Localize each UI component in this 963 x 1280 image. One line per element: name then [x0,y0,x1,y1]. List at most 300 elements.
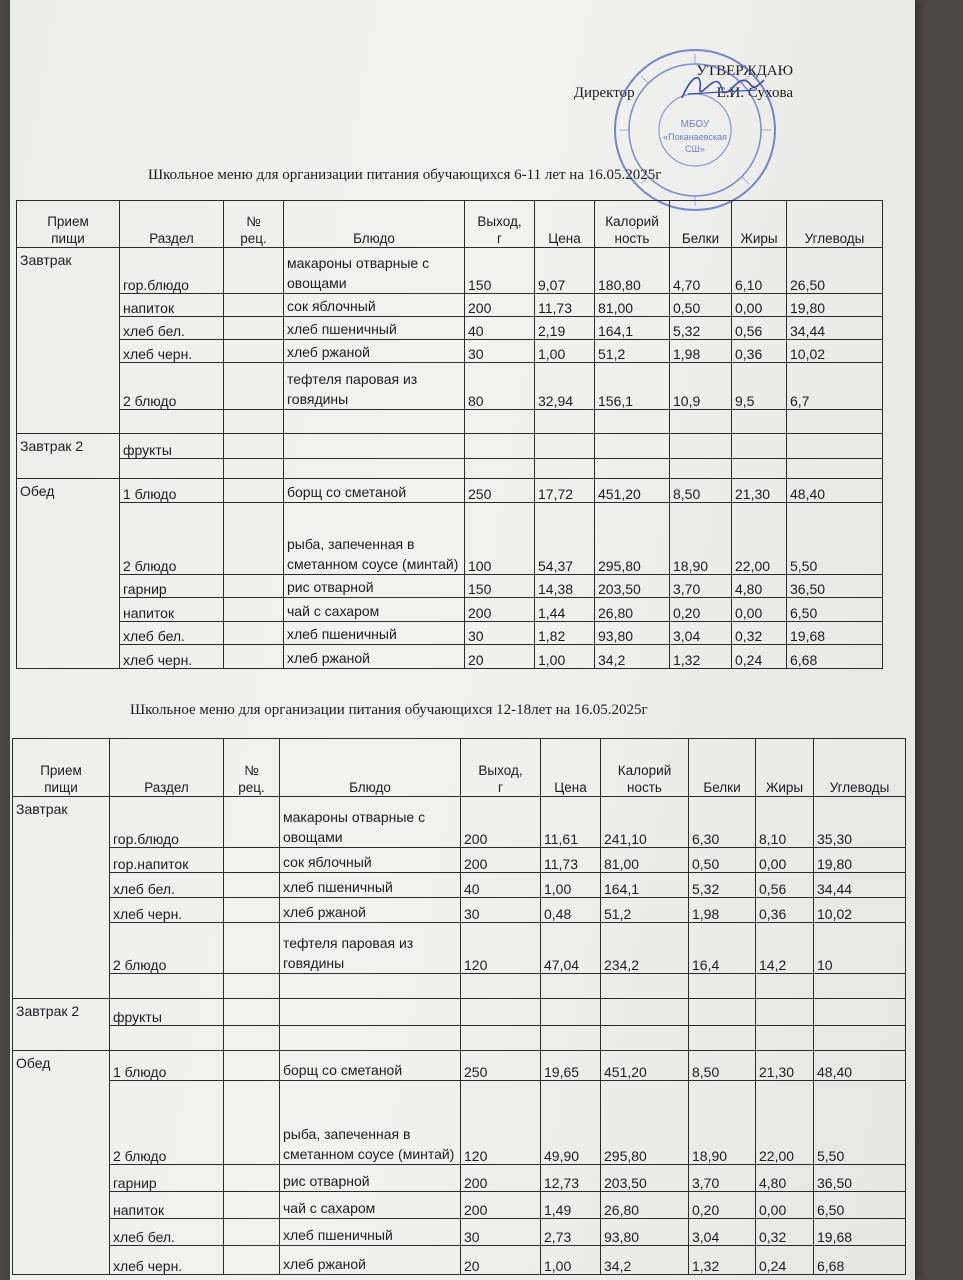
meal-name-cell: Завтрак [13,797,110,999]
protein-cell: 3,04 [689,1219,756,1246]
table-row [13,898,906,923]
section-cell [110,1026,224,1051]
col-header-fat: Жиры [756,739,814,797]
calories-cell: 34,2 [595,645,670,669]
dish-cell: тефтеля паровая из говядины [280,923,461,974]
recipe-cell [224,410,284,434]
section-cell: хлеб черн. [110,898,224,923]
col-header-yield: Выход, г [461,739,541,797]
yield-cell [465,459,535,479]
col-header-carbs: Углеводы [814,739,906,797]
table-row [17,248,883,294]
section-cell: гор.блюдо [110,797,224,848]
fat-cell: 0,56 [756,873,814,898]
price-cell [535,459,595,479]
fat-cell: 0,24 [732,645,787,669]
protein-cell: 3,70 [689,1165,756,1192]
dish-cell [284,410,465,434]
yield-cell: 150 [465,248,535,294]
dish-cell [280,999,461,1026]
section-cell: напиток [120,294,224,317]
yield-cell: 30 [461,1219,541,1246]
director-name: Е.И. Сухова [716,85,793,101]
col-header-dish: Блюдо [280,739,461,797]
yield-cell: 20 [461,1246,541,1275]
table-row [13,1051,906,1081]
carbs-cell: 19,68 [814,1219,906,1246]
fat-cell: 0,56 [732,317,787,340]
fat-cell: 6,10 [732,248,787,294]
fat-cell: 14,2 [756,923,814,974]
recipe-cell [224,434,284,459]
carbs-cell: 6,50 [787,598,883,622]
dish-cell [284,459,465,479]
price-cell: 11,73 [535,294,595,317]
table-row [17,294,883,317]
fat-cell: 0,00 [756,1192,814,1219]
section-cell [120,410,224,434]
fat-cell: 21,30 [732,479,787,503]
recipe-cell [224,598,284,622]
fat-cell: 4,80 [756,1165,814,1192]
calories-cell: 26,80 [595,598,670,622]
section-cell: 2 блюдо [110,1081,224,1165]
table-row [17,575,883,598]
recipe-cell [224,317,284,340]
section-cell: фрукты [120,434,224,459]
table-row [13,848,906,873]
fat-cell: 4,80 [732,575,787,598]
protein-cell: 0,20 [689,1192,756,1219]
svg-text:«Поканаевская: «Поканаевская [663,132,727,142]
yield-cell: 200 [465,294,535,317]
dish-cell: хлеб пшеничный [284,317,465,340]
col-header-carbs: Углеводы [787,201,883,248]
calories-cell [601,999,689,1026]
price-cell: 0,48 [541,898,601,923]
recipe-cell [224,248,284,294]
document-page [10,0,915,1280]
meal-name-cell: Завтрак 2 [17,434,120,479]
carbs-cell: 48,40 [814,1051,906,1081]
recipe-cell [224,974,280,999]
table-row [13,923,906,974]
section-cell: хлеб черн. [120,645,224,669]
carbs-cell [787,410,883,434]
fat-cell [732,434,787,459]
dish-cell: рис отварной [280,1165,461,1192]
table-row [13,974,906,999]
yield-cell: 80 [465,363,535,410]
fat-cell [732,410,787,434]
yield-cell: 200 [461,1165,541,1192]
calories-cell: 81,00 [601,848,689,873]
dish-cell: борщ со сметаной [284,479,465,503]
col-header-section: Раздел [110,739,224,797]
protein-cell: 6,30 [689,797,756,848]
section-cell: 1 блюдо [120,479,224,503]
carbs-cell: 34,44 [787,317,883,340]
carbs-cell: 35,30 [814,797,906,848]
table-row [17,503,883,575]
fat-cell [756,999,814,1026]
calories-cell: 34,2 [601,1246,689,1275]
section-cell: 2 блюдо [120,363,224,410]
calories-cell: 164,1 [601,873,689,898]
price-cell: 32,94 [535,363,595,410]
yield-cell: 30 [465,622,535,645]
section-cell: хлеб бел. [120,622,224,645]
calories-cell: 180,80 [595,248,670,294]
yield-cell: 200 [465,598,535,622]
fat-cell: 0,32 [756,1219,814,1246]
dish-cell: хлеб ржаной [284,340,465,363]
calories-cell: 295,80 [601,1081,689,1165]
price-cell [541,974,601,999]
protein-cell: 0,20 [670,598,732,622]
yield-cell: 40 [461,873,541,898]
yield-cell: 100 [465,503,535,575]
table-header-row [13,739,906,797]
carbs-cell: 36,50 [814,1165,906,1192]
calories-cell: 234,2 [601,923,689,974]
meal-name-cell: Завтрак [17,248,120,434]
price-cell: 47,04 [541,923,601,974]
calories-cell [601,1026,689,1051]
carbs-cell [814,999,906,1026]
calories-cell: 51,2 [601,898,689,923]
recipe-cell [224,575,284,598]
fat-cell: 9,5 [732,363,787,410]
dish-cell: хлеб ржаной [284,645,465,669]
section-cell: напиток [120,598,224,622]
carbs-cell: 6,7 [787,363,883,410]
price-cell: 1,44 [535,598,595,622]
section-cell: 1 блюдо [110,1051,224,1081]
table-row [17,317,883,340]
meal-name-cell: Обед [13,1051,110,1275]
table-row [17,645,883,669]
yield-cell: 40 [465,317,535,340]
price-cell: 11,61 [541,797,601,848]
protein-cell [670,459,732,479]
carbs-cell [787,434,883,459]
yield-cell: 120 [461,1081,541,1165]
yield-cell [465,410,535,434]
dish-cell: хлеб ржаной [280,898,461,923]
col-header-dish: Блюдо [284,201,465,248]
carbs-cell [814,974,906,999]
col-header-recipe: № рец. [224,201,284,248]
table-row [17,459,883,479]
fat-cell: 0,00 [732,294,787,317]
yield-cell: 150 [465,575,535,598]
recipe-cell [224,459,284,479]
col-header-price: Цена [541,739,601,797]
protein-cell: 18,90 [670,503,732,575]
table-row [13,797,906,848]
section-cell: напиток [110,1192,224,1219]
calories-cell [601,974,689,999]
section-cell: хлеб черн. [110,1246,224,1275]
section-cell: 2 блюдо [120,503,224,575]
table-row [17,479,883,503]
carbs-cell [814,1026,906,1051]
carbs-cell: 10,02 [787,340,883,363]
yield-cell [465,434,535,459]
calories-cell: 93,80 [601,1219,689,1246]
dish-cell: макароны отварные с овощами [280,797,461,848]
table-row [13,1165,906,1192]
protein-cell [689,1026,756,1051]
col-header-section: Раздел [120,201,224,248]
dish-cell: сок яблочный [284,294,465,317]
table-row [13,1081,906,1165]
yield-cell: 250 [465,479,535,503]
col-header-calories: Калорий ность [595,201,670,248]
dish-cell [280,974,461,999]
recipe-cell [224,1051,280,1081]
yield-cell: 30 [465,340,535,363]
dish-cell: макароны отварные с овощами [284,248,465,294]
carbs-cell: 6,68 [814,1246,906,1275]
section-cell: 2 блюдо [110,923,224,974]
calories-cell [595,459,670,479]
approval-word: УТВЕРЖДАЮ [696,63,793,79]
section-cell: гор.напиток [110,848,224,873]
recipe-cell [224,923,280,974]
yield-cell: 250 [461,1051,541,1081]
yield-cell [461,974,541,999]
fat-cell: 0,24 [756,1246,814,1275]
protein-cell: 1,98 [689,898,756,923]
protein-cell: 1,32 [670,645,732,669]
yield-cell [461,1026,541,1051]
menu-title-2: Школьное меню для организации питания обучающихся 12-18лет на 16.05.2025г [130,702,648,718]
menu-table-12-18 [12,738,906,1275]
col-header-meal: Прием пищи [13,739,110,797]
calories-cell: 203,50 [595,575,670,598]
price-cell: 17,72 [535,479,595,503]
director-signature [678,68,768,108]
recipe-cell [224,645,284,669]
recipe-cell [224,340,284,363]
recipe-cell [224,363,284,410]
yield-cell: 120 [461,923,541,974]
dish-cell: рыба, запеченная в сметанном соусе (минтай) [280,1081,461,1165]
yield-cell: 20 [465,645,535,669]
calories-cell: 203,50 [601,1165,689,1192]
carbs-cell: 5,50 [814,1081,906,1165]
dish-cell: чай с сахаром [284,598,465,622]
price-cell: 19,65 [541,1051,601,1081]
calories-cell: 26,80 [601,1192,689,1219]
price-cell: 11,73 [541,848,601,873]
carbs-cell: 19,80 [814,848,906,873]
calories-cell: 295,80 [595,503,670,575]
recipe-cell [224,294,284,317]
protein-cell: 3,70 [670,575,732,598]
price-cell [535,410,595,434]
table-row [17,622,883,645]
carbs-cell: 34,44 [814,873,906,898]
col-header-fat: Жиры [732,201,787,248]
price-cell: 54,37 [535,503,595,575]
fat-cell: 0,00 [756,848,814,873]
dish-cell: хлеб ржаной [280,1246,461,1275]
protein-cell: 18,90 [689,1081,756,1165]
protein-cell [689,974,756,999]
svg-text:МБОУ: МБОУ [680,119,710,130]
yield-cell: 200 [461,1192,541,1219]
calories-cell: 93,80 [595,622,670,645]
protein-cell: 10,9 [670,363,732,410]
recipe-cell [224,622,284,645]
price-cell: 9,07 [535,248,595,294]
table-row [13,1219,906,1246]
protein-cell: 1,32 [689,1246,756,1275]
section-cell: хлеб бел. [120,317,224,340]
section-cell: хлеб бел. [110,1219,224,1246]
dish-cell: борщ со сметаной [280,1051,461,1081]
recipe-cell [224,1081,280,1165]
price-cell: 49,90 [541,1081,601,1165]
calories-cell [595,410,670,434]
col-header-yield: Выход, г [465,201,535,248]
carbs-cell: 19,68 [787,622,883,645]
fat-cell: 22,00 [756,1081,814,1165]
calories-cell [595,434,670,459]
recipe-cell [224,1219,280,1246]
protein-cell: 1,98 [670,340,732,363]
table-row [13,999,906,1026]
price-cell: 12,73 [541,1165,601,1192]
carbs-cell: 26,50 [787,248,883,294]
col-header-meal: Прием пищи [17,201,120,248]
dish-cell: хлеб пшеничный [280,1219,461,1246]
price-cell: 1,00 [541,873,601,898]
section-cell: гарнир [120,575,224,598]
recipe-cell [224,873,280,898]
table-row [13,873,906,898]
carbs-cell: 19,80 [787,294,883,317]
protein-cell: 4,70 [670,248,732,294]
recipe-cell [224,1192,280,1219]
col-header-protein: Белки [689,739,756,797]
table-row [17,363,883,410]
recipe-cell [224,1026,280,1051]
recipe-cell [224,479,284,503]
table-row [17,410,883,434]
fat-cell: 8,10 [756,797,814,848]
carbs-cell: 5,50 [787,503,883,575]
section-cell [110,974,224,999]
carbs-cell: 10 [814,923,906,974]
protein-cell: 8,50 [670,479,732,503]
yield-cell: 30 [461,898,541,923]
fat-cell: 0,32 [732,622,787,645]
recipe-cell [224,999,280,1026]
dish-cell: хлеб пшеничный [284,622,465,645]
price-cell [541,1026,601,1051]
price-cell: 1,82 [535,622,595,645]
price-cell: 1,00 [535,645,595,669]
price-cell: 14,38 [535,575,595,598]
protein-cell [670,434,732,459]
price-cell: 1,00 [541,1246,601,1275]
protein-cell [689,999,756,1026]
carbs-cell: 6,68 [787,645,883,669]
fat-cell: 0,36 [732,340,787,363]
fat-cell: 0,36 [756,898,814,923]
menu-table-6-11 [16,200,883,669]
table-header-row [17,201,883,248]
dish-cell: тефтеля паровая из говядины [284,363,465,410]
director-label: Директор [573,85,635,101]
protein-cell: 3,04 [670,622,732,645]
section-cell: гор.блюдо [120,248,224,294]
recipe-cell [224,1246,280,1275]
carbs-cell: 6,50 [814,1192,906,1219]
calories-cell: 156,1 [595,363,670,410]
section-cell: хлеб черн. [120,340,224,363]
calories-cell: 451,20 [601,1051,689,1081]
section-cell: фрукты [110,999,224,1026]
dish-cell [280,1026,461,1051]
carbs-cell: 48,40 [787,479,883,503]
carbs-cell: 10,02 [814,898,906,923]
yield-cell [461,999,541,1026]
protein-cell: 5,32 [689,873,756,898]
col-header-recipe: № рец. [224,739,280,797]
table-row [17,340,883,363]
calories-cell: 51,2 [595,340,670,363]
price-cell: 2,19 [535,317,595,340]
table-row [13,1026,906,1051]
price-cell: 2,73 [541,1219,601,1246]
fat-cell [756,974,814,999]
table-row [17,434,883,459]
col-header-calories: Калорий ность [601,739,689,797]
dish-cell [284,434,465,459]
carbs-cell [787,459,883,479]
dish-cell: рис отварной [284,575,465,598]
fat-cell: 22,00 [732,503,787,575]
price-cell: 1,49 [541,1192,601,1219]
col-header-price: Цена [535,201,595,248]
section-cell: гарнир [110,1165,224,1192]
table-row [13,1246,906,1275]
fat-cell: 0,00 [732,598,787,622]
dish-cell: рыба, запеченная в сметанном соусе (минтай) [284,503,465,575]
calories-cell: 241,10 [601,797,689,848]
dish-cell: сок яблочный [280,848,461,873]
calories-cell: 81,00 [595,294,670,317]
dish-cell: хлеб пшеничный [280,873,461,898]
recipe-cell [224,848,280,873]
price-cell: 1,00 [535,340,595,363]
recipe-cell [224,797,280,848]
recipe-cell [224,1165,280,1192]
meal-name-cell: Обед [17,479,120,669]
table-row [13,1192,906,1219]
fat-cell [732,459,787,479]
section-cell: хлеб бел. [110,873,224,898]
col-header-protein: Белки [670,201,732,248]
svg-text:СШ»: СШ» [685,144,705,154]
price-cell [541,999,601,1026]
calories-cell: 451,20 [595,479,670,503]
